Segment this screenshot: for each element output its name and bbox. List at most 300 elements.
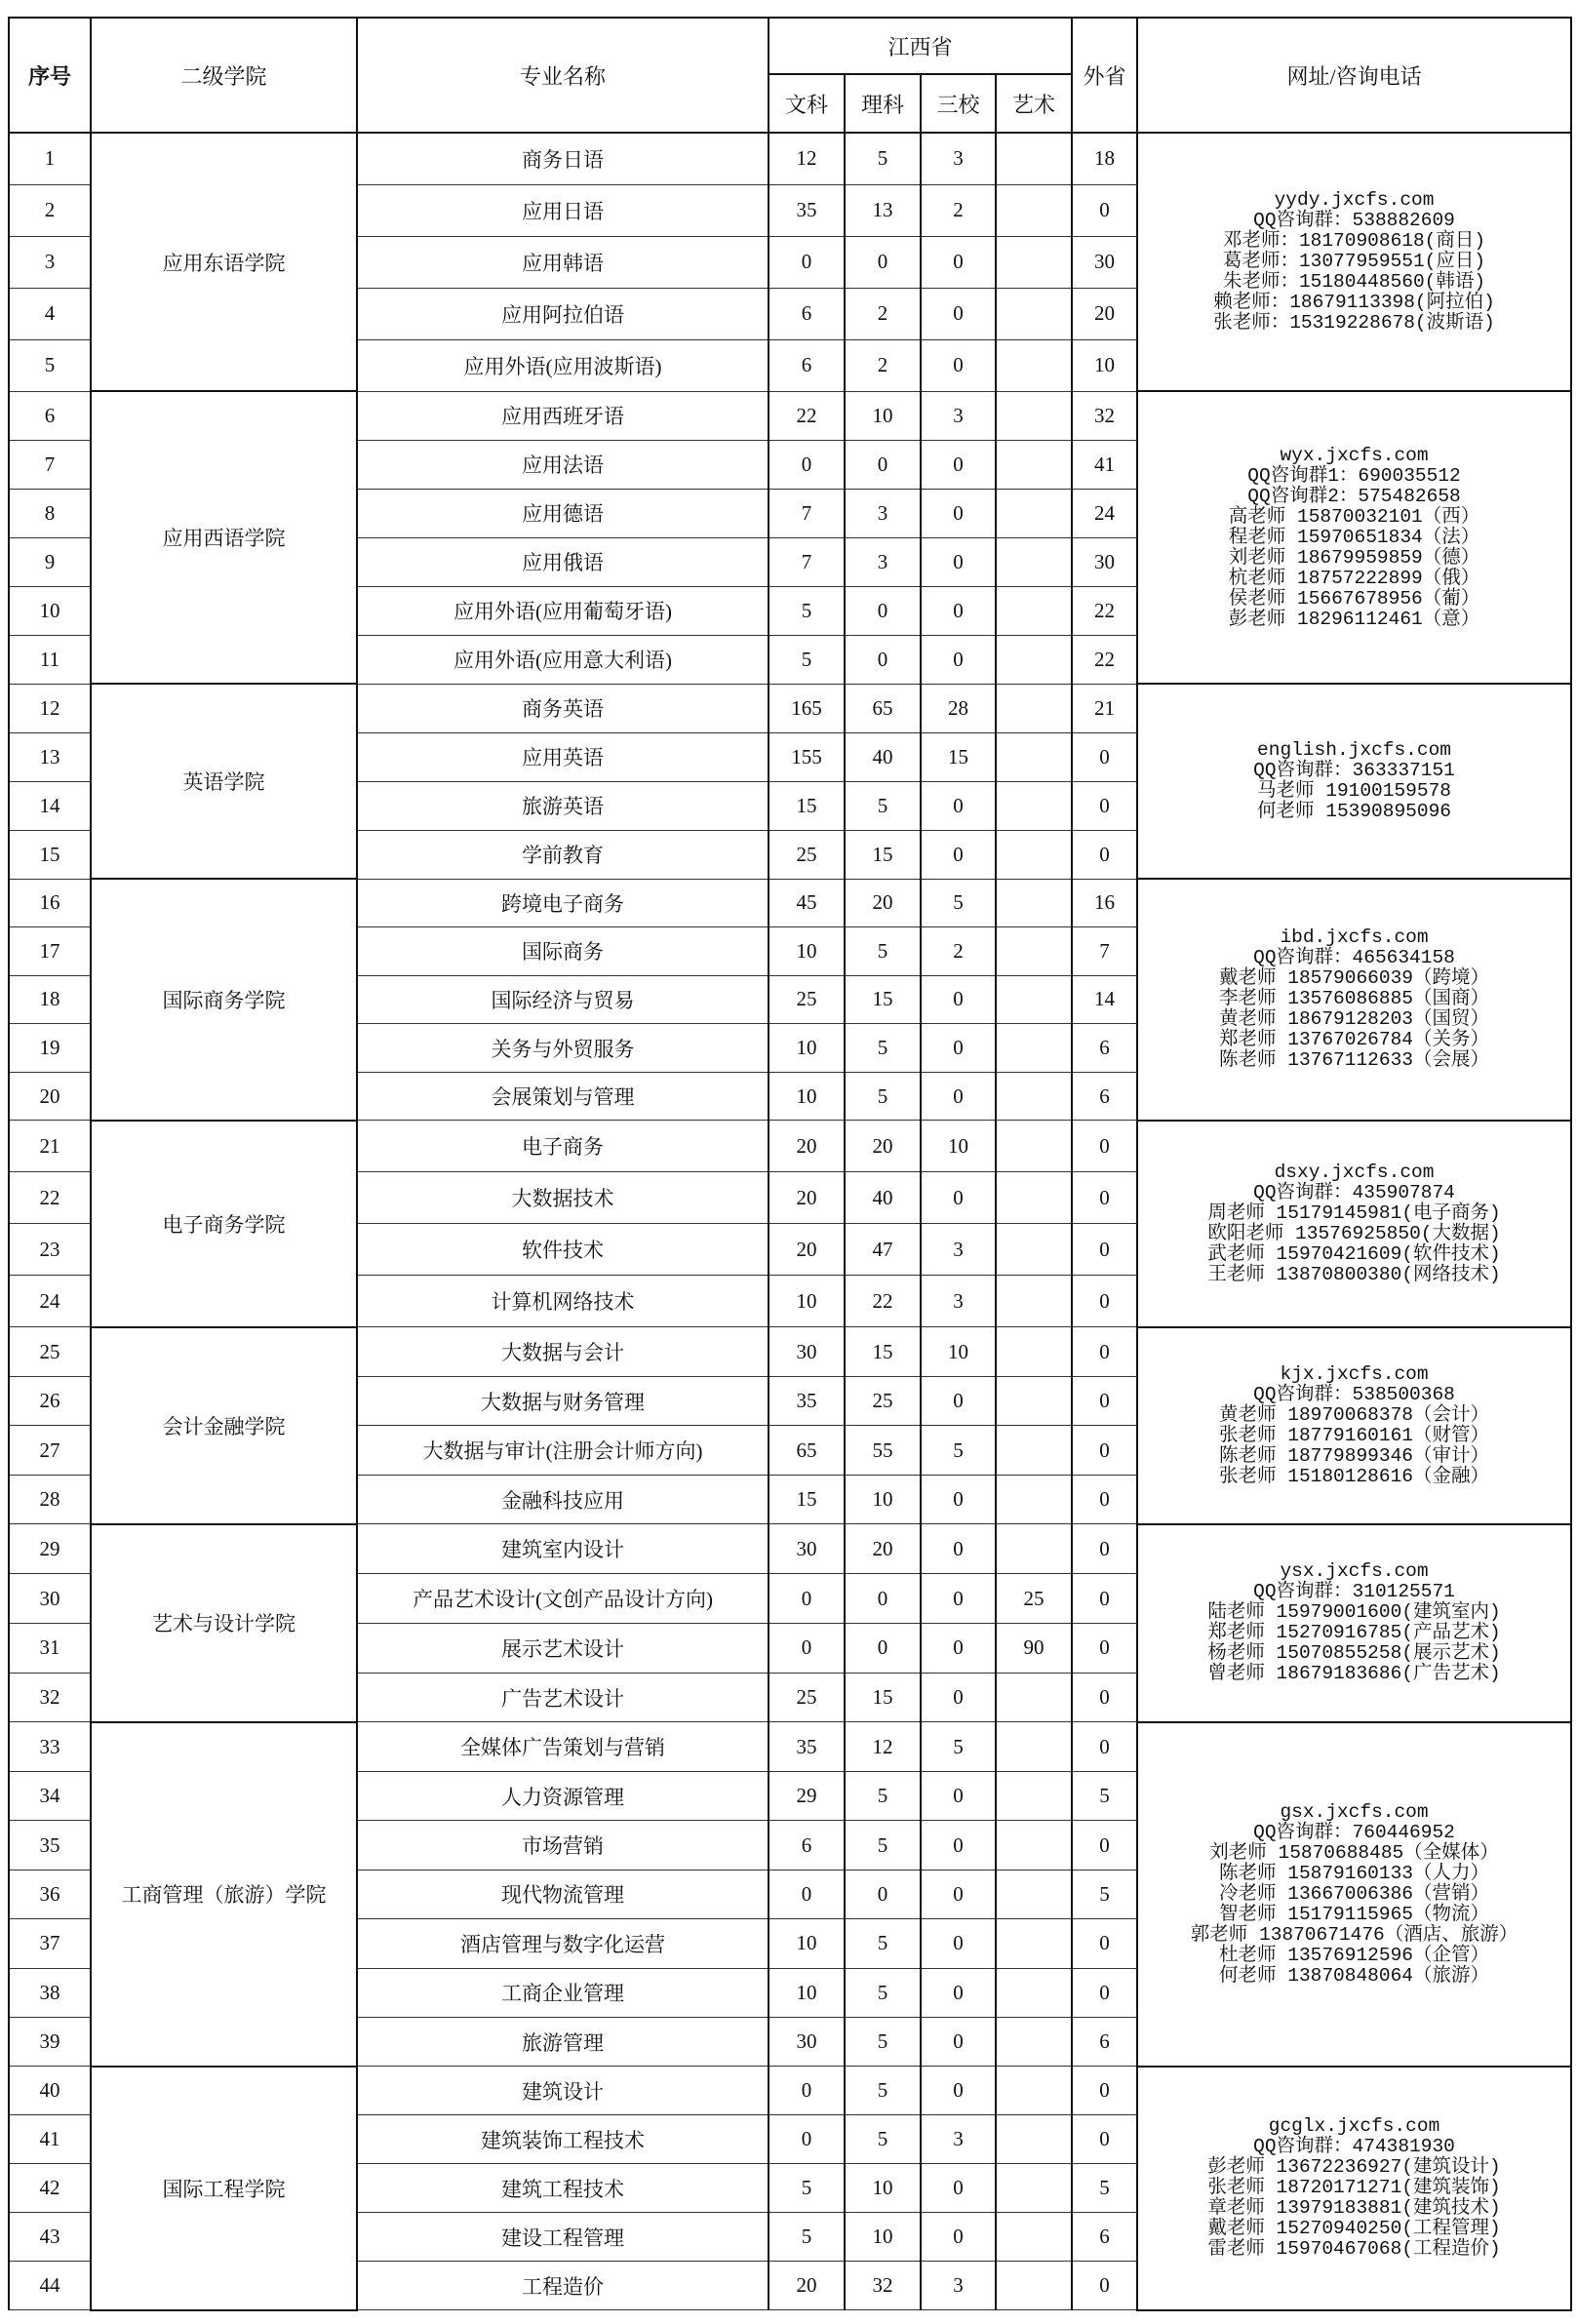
contact-line: 郑老师 13767026784（关务） — [1219, 1029, 1489, 1051]
major-cell: 应用俄语 — [357, 537, 769, 586]
contact-line: 侯老师 15667678956（葡） — [1228, 587, 1480, 610]
header-seq: 序号 — [9, 18, 91, 133]
sanxiao-cell: 0 — [921, 781, 996, 830]
table-row — [9, 1524, 1571, 1574]
wenke-cell: 65 — [769, 1426, 845, 1476]
like-cell: 5 — [845, 133, 921, 184]
contact-line: 戴老师 18579066039（跨境） — [1219, 967, 1489, 990]
wenke-cell: 45 — [769, 879, 845, 927]
yishu-cell — [996, 391, 1072, 440]
wenke-cell: 20 — [769, 1172, 845, 1224]
yishu-cell — [996, 1919, 1072, 1968]
yishu-cell — [996, 1121, 1072, 1172]
yishu-cell — [996, 1224, 1072, 1276]
sanxiao-cell: 0 — [921, 489, 996, 537]
wenke-cell: 29 — [769, 1771, 845, 1820]
waisheng-cell: 0 — [1072, 2115, 1137, 2164]
major-cell: 学前教育 — [357, 830, 769, 879]
sanxiao-cell: 0 — [921, 537, 996, 586]
contact-line: QQ咨询群：435907874 — [1253, 1181, 1455, 1203]
contact-line: 王老师 13870800380(网络技术) — [1207, 1263, 1501, 1285]
contact-cell — [1137, 879, 1571, 1121]
contact-line: 周老师 15179145981(电子商务) — [1207, 1201, 1501, 1224]
contact-line: QQ咨询群：760446952 — [1253, 1821, 1455, 1843]
major-cell: 应用德语 — [357, 489, 769, 537]
major-cell: 旅游英语 — [357, 781, 769, 830]
like-cell: 5 — [845, 2115, 921, 2164]
yishu-cell — [996, 1072, 1072, 1121]
seq-cell: 19 — [9, 1024, 91, 1073]
seq-cell: 15 — [9, 830, 91, 879]
seq-cell: 31 — [9, 1623, 91, 1673]
yishu-cell — [996, 288, 1072, 339]
waisheng-cell: 0 — [1072, 1426, 1137, 1476]
table-row — [9, 1722, 1571, 1771]
contact-line: 陈老师 18779899346（审计） — [1219, 1444, 1489, 1467]
contact-cell — [1137, 133, 1571, 391]
seq-cell: 10 — [9, 586, 91, 635]
yishu-cell — [996, 339, 1072, 391]
contact-line: 戴老师 15270940250(工程管理) — [1207, 2218, 1501, 2240]
major-cell: 商务日语 — [357, 133, 769, 184]
seq-cell: 8 — [9, 489, 91, 537]
sanxiao-cell: 0 — [921, 1574, 996, 1624]
contact-line: QQ咨询群2：575482658 — [1247, 485, 1461, 507]
waisheng-cell: 0 — [1072, 1919, 1137, 1968]
like-cell: 0 — [845, 1623, 921, 1673]
like-cell: 0 — [845, 440, 921, 489]
sanxiao-cell: 0 — [921, 2067, 996, 2115]
sanxiao-cell: 0 — [921, 339, 996, 391]
major-cell: 展示艺术设计 — [357, 1623, 769, 1673]
major-cell: 电子商务 — [357, 1121, 769, 1172]
seq-cell: 40 — [9, 2067, 91, 2115]
sanxiao-cell: 10 — [921, 1327, 996, 1377]
yishu-cell — [996, 975, 1072, 1024]
contact-line: 黄老师 18679128203（国贸） — [1219, 1008, 1489, 1031]
header-wenke: 文科 — [769, 74, 845, 133]
wenke-cell: 30 — [769, 1327, 845, 1377]
sanxiao-cell: 3 — [921, 2262, 996, 2310]
contact-line: 郑老师 15270916785(产品艺术) — [1207, 1622, 1501, 1644]
contact-line: 张老师 15180128616（金融） — [1219, 1465, 1489, 1487]
waisheng-cell: 0 — [1072, 1121, 1137, 1172]
yishu-cell — [996, 2067, 1072, 2115]
seq-cell: 14 — [9, 781, 91, 830]
like-cell: 15 — [845, 1327, 921, 1377]
seq-cell: 21 — [9, 1121, 91, 1172]
contact-line: 马老师 19100159578 — [1257, 780, 1451, 802]
waisheng-cell: 5 — [1072, 2164, 1137, 2213]
wenke-cell: 20 — [769, 1224, 845, 1276]
major-cell: 商务英语 — [357, 684, 769, 732]
major-cell: 软件技术 — [357, 1224, 769, 1276]
yishu-cell — [996, 1722, 1072, 1771]
contact-line: 曾老师 18679183686(广告艺术) — [1207, 1663, 1501, 1685]
contact-line: 杭老师 18757222899（俄） — [1228, 567, 1480, 589]
waisheng-cell: 0 — [1072, 1524, 1137, 1574]
major-cell: 产品艺术设计(文创产品设计方向) — [357, 1574, 769, 1624]
sanxiao-cell: 0 — [921, 440, 996, 489]
waisheng-cell: 0 — [1072, 1722, 1137, 1771]
like-cell: 10 — [845, 2164, 921, 2213]
seq-cell: 4 — [9, 288, 91, 339]
enrollment-plan-table — [8, 17, 1572, 2311]
college-cell: 国际工程学院 — [91, 2067, 357, 2310]
sanxiao-cell: 28 — [921, 684, 996, 732]
like-cell: 0 — [845, 1870, 921, 1918]
major-cell: 大数据与会计 — [357, 1327, 769, 1377]
seq-cell: 37 — [9, 1919, 91, 1968]
contact-line: 张老师：15319228678(波斯语) — [1213, 312, 1495, 334]
contact-line: 赖老师：18679113398(阿拉伯) — [1213, 292, 1495, 313]
waisheng-cell: 0 — [1072, 2262, 1137, 2310]
seq-cell: 28 — [9, 1475, 91, 1524]
yishu-cell — [996, 586, 1072, 635]
waisheng-cell: 30 — [1072, 236, 1137, 288]
yishu-cell — [996, 1771, 1072, 1820]
contact-line: QQ咨询群：465634158 — [1253, 947, 1455, 969]
contact-line: 章老师 13979183881(建筑技术) — [1207, 2197, 1501, 2220]
contact-line: 朱老师：15180448560(韩语) — [1222, 271, 1486, 293]
seq-cell: 43 — [9, 2213, 91, 2262]
contact-cell — [1137, 2067, 1571, 2310]
sanxiao-cell: 15 — [921, 732, 996, 781]
like-cell: 5 — [845, 1968, 921, 2017]
college-cell: 电子商务学院 — [91, 1121, 357, 1327]
like-cell: 5 — [845, 927, 921, 976]
waisheng-cell: 20 — [1072, 288, 1137, 339]
wenke-cell: 20 — [769, 2262, 845, 2310]
contact-line: 陆老师 15979001600(建筑室内) — [1207, 1601, 1501, 1624]
waisheng-cell: 41 — [1072, 440, 1137, 489]
like-cell: 20 — [845, 879, 921, 927]
like-cell: 25 — [845, 1376, 921, 1426]
waisheng-cell: 0 — [1072, 1376, 1137, 1426]
website-link[interactable]: wyx.jxcfs.com — [1280, 444, 1429, 466]
wenke-cell: 35 — [769, 184, 845, 236]
like-cell: 10 — [845, 391, 921, 440]
major-cell: 会展策划与管理 — [357, 1072, 769, 1121]
wenke-cell: 30 — [769, 1524, 845, 1574]
contact-line: 黄老师 18970068378（会计） — [1219, 1403, 1489, 1426]
yishu-cell — [996, 781, 1072, 830]
waisheng-cell: 18 — [1072, 133, 1137, 184]
yishu-cell — [996, 732, 1072, 781]
contact-line: 邓老师：18170908618(商日) — [1222, 230, 1486, 252]
wenke-cell: 0 — [769, 1870, 845, 1918]
contact-line: 杜老师 13576912596（企管） — [1219, 1944, 1489, 1966]
waisheng-cell: 0 — [1072, 1968, 1137, 2017]
yishu-cell — [996, 1524, 1072, 1574]
website-link[interactable]: english.jxcfs.com — [1257, 739, 1451, 761]
waisheng-cell: 0 — [1072, 1475, 1137, 1524]
wenke-cell: 25 — [769, 1673, 845, 1722]
major-cell: 工程造价 — [357, 2262, 769, 2310]
yishu-cell — [996, 1172, 1072, 1224]
like-cell: 32 — [845, 2262, 921, 2310]
seq-cell: 16 — [9, 879, 91, 927]
yishu-cell — [996, 1024, 1072, 1073]
website-link[interactable]: dsxy.jxcfs.com — [1274, 1161, 1435, 1183]
sanxiao-cell: 0 — [921, 1673, 996, 1722]
like-cell: 10 — [845, 2213, 921, 2262]
waisheng-cell: 0 — [1072, 184, 1137, 236]
seq-cell: 2 — [9, 184, 91, 236]
seq-cell: 34 — [9, 1771, 91, 1820]
like-cell: 40 — [845, 732, 921, 781]
seq-cell: 1 — [9, 133, 91, 184]
major-cell: 广告艺术设计 — [357, 1673, 769, 1722]
wenke-cell: 30 — [769, 2018, 845, 2067]
sanxiao-cell: 5 — [921, 1722, 996, 1771]
waisheng-cell: 30 — [1072, 537, 1137, 586]
wenke-cell: 5 — [769, 2164, 845, 2213]
table-row — [9, 1121, 1571, 1172]
major-cell: 应用外语(应用波斯语) — [357, 339, 769, 391]
table-row — [9, 391, 1571, 440]
contact-line: 何老师 15390895096 — [1257, 801, 1451, 822]
sanxiao-cell: 0 — [921, 236, 996, 288]
contact-line: 张老师 18779160161（财管） — [1219, 1424, 1489, 1446]
seq-cell: 32 — [9, 1673, 91, 1722]
like-cell: 20 — [845, 1121, 921, 1172]
yishu-cell — [996, 2213, 1072, 2262]
wenke-cell: 12 — [769, 133, 845, 184]
seq-cell: 11 — [9, 635, 91, 684]
college-cell: 英语学院 — [91, 684, 357, 879]
wenke-cell: 6 — [769, 288, 845, 339]
seq-cell: 6 — [9, 391, 91, 440]
waisheng-cell: 22 — [1072, 635, 1137, 684]
website-link[interactable]: ysx.jxcfs.com — [1280, 1560, 1429, 1583]
website-link[interactable]: ibd.jxcfs.com — [1280, 926, 1429, 949]
sanxiao-cell: 3 — [921, 391, 996, 440]
sanxiao-cell: 0 — [921, 975, 996, 1024]
wenke-cell: 15 — [769, 781, 845, 830]
contact-line: QQ咨询群：474381930 — [1253, 2136, 1455, 2158]
seq-cell: 17 — [9, 927, 91, 976]
college-cell: 会计金融学院 — [91, 1327, 357, 1524]
waisheng-cell: 5 — [1072, 1870, 1137, 1918]
wenke-cell: 7 — [769, 489, 845, 537]
contact-line: 欧阳老师 13576925850(大数据) — [1207, 1222, 1501, 1244]
like-cell: 20 — [845, 1524, 921, 1574]
major-cell: 跨境电子商务 — [357, 879, 769, 927]
major-cell: 金融科技应用 — [357, 1475, 769, 1524]
seq-cell: 44 — [9, 2262, 91, 2310]
website-link[interactable]: yydy.jxcfs.com — [1274, 189, 1435, 211]
major-cell: 人力资源管理 — [357, 1771, 769, 1820]
waisheng-cell: 22 — [1072, 586, 1137, 635]
major-cell: 现代物流管理 — [357, 1870, 769, 1918]
yishu-cell — [996, 1376, 1072, 1426]
contact-cell — [1137, 1121, 1571, 1327]
waisheng-cell: 0 — [1072, 830, 1137, 879]
like-cell: 65 — [845, 684, 921, 732]
like-cell: 5 — [845, 1919, 921, 1968]
major-cell: 应用阿拉伯语 — [357, 288, 769, 339]
waisheng-cell: 0 — [1072, 1327, 1137, 1377]
seq-cell: 20 — [9, 1072, 91, 1121]
sanxiao-cell: 2 — [921, 184, 996, 236]
like-cell: 0 — [845, 1574, 921, 1624]
wenke-cell: 10 — [769, 1968, 845, 2017]
wenke-cell: 5 — [769, 586, 845, 635]
major-cell: 应用外语(应用葡萄牙语) — [357, 586, 769, 635]
yishu-cell — [996, 2164, 1072, 2213]
seq-cell: 36 — [9, 1870, 91, 1918]
like-cell: 2 — [845, 288, 921, 339]
major-cell: 国际经济与贸易 — [357, 975, 769, 1024]
major-cell: 建筑装饰工程技术 — [357, 2115, 769, 2164]
like-cell: 5 — [845, 1072, 921, 1121]
sanxiao-cell: 0 — [921, 2164, 996, 2213]
sanxiao-cell: 3 — [921, 1276, 996, 1327]
waisheng-cell: 0 — [1072, 1276, 1137, 1327]
contact-line: 张老师 18720171271(建筑装饰) — [1207, 2177, 1501, 2199]
major-cell: 旅游管理 — [357, 2018, 769, 2067]
wenke-cell: 5 — [769, 2213, 845, 2262]
major-cell: 建筑工程技术 — [357, 2164, 769, 2213]
like-cell: 3 — [845, 489, 921, 537]
waisheng-cell: 0 — [1072, 1172, 1137, 1224]
contact-line: 陈老师 15879160133（人力） — [1219, 1862, 1489, 1884]
yishu-cell — [996, 635, 1072, 684]
website-link[interactable]: gcglx.jxcfs.com — [1268, 2115, 1440, 2138]
like-cell: 5 — [845, 2018, 921, 2067]
website-link[interactable]: gsx.jxcfs.com — [1280, 1800, 1429, 1823]
seq-cell: 27 — [9, 1426, 91, 1476]
yishu-cell — [996, 489, 1072, 537]
like-cell: 47 — [845, 1224, 921, 1276]
contact-line: 程老师 15970651834（法） — [1228, 526, 1480, 548]
table-body — [9, 133, 1571, 2310]
table-row — [9, 133, 1571, 184]
wenke-cell: 10 — [769, 1276, 845, 1327]
wenke-cell: 35 — [769, 1376, 845, 1426]
like-cell: 5 — [845, 1771, 921, 1820]
contact-line: 杨老师 15070855258(展示艺术) — [1207, 1642, 1501, 1665]
contact-cell — [1137, 391, 1571, 684]
waisheng-cell: 0 — [1072, 1623, 1137, 1673]
seq-cell: 26 — [9, 1376, 91, 1426]
wenke-cell: 0 — [769, 440, 845, 489]
sanxiao-cell: 5 — [921, 879, 996, 927]
sanxiao-cell: 0 — [921, 1376, 996, 1426]
major-cell: 关务与外贸服务 — [357, 1024, 769, 1073]
waisheng-cell: 0 — [1072, 1821, 1137, 1870]
seq-cell: 30 — [9, 1574, 91, 1624]
header-contact: 网址/咨询电话 — [1137, 18, 1571, 133]
contact-line: QQ咨询群：363337151 — [1253, 760, 1455, 781]
header-jiangxi: 江西省 — [769, 18, 1072, 74]
sanxiao-cell: 0 — [921, 2018, 996, 2067]
seq-cell: 22 — [9, 1172, 91, 1224]
wenke-cell: 20 — [769, 1121, 845, 1172]
waisheng-cell: 6 — [1072, 2018, 1137, 2067]
wenke-cell: 35 — [769, 1722, 845, 1771]
major-cell: 大数据与财务管理 — [357, 1376, 769, 1426]
yishu-cell: 25 — [996, 1574, 1072, 1624]
yishu-cell — [996, 1327, 1072, 1377]
major-cell: 工商企业管理 — [357, 1968, 769, 2017]
header-yishu: 艺术 — [996, 74, 1072, 133]
sanxiao-cell: 0 — [921, 830, 996, 879]
seq-cell: 41 — [9, 2115, 91, 2164]
wenke-cell: 25 — [769, 975, 845, 1024]
wenke-cell: 10 — [769, 1919, 845, 1968]
like-cell: 5 — [845, 1024, 921, 1073]
like-cell: 40 — [845, 1172, 921, 1224]
sanxiao-cell: 3 — [921, 133, 996, 184]
major-cell: 市场营销 — [357, 1821, 769, 1870]
seq-cell: 12 — [9, 684, 91, 732]
college-cell: 应用东语学院 — [91, 133, 357, 391]
table-row — [9, 2067, 1571, 2115]
yishu-cell — [996, 133, 1072, 184]
yishu-cell — [996, 236, 1072, 288]
like-cell: 55 — [845, 1426, 921, 1476]
yishu-cell — [996, 1870, 1072, 1918]
wenke-cell: 15 — [769, 1475, 845, 1524]
yishu-cell — [996, 1821, 1072, 1870]
major-cell: 计算机网络技术 — [357, 1276, 769, 1327]
waisheng-cell: 6 — [1072, 2213, 1137, 2262]
major-cell: 国际商务 — [357, 927, 769, 976]
sanxiao-cell: 0 — [921, 1524, 996, 1574]
contact-line: 雷老师 15970467068(工程造价) — [1207, 2238, 1501, 2261]
waisheng-cell: 0 — [1072, 1224, 1137, 1276]
sanxiao-cell: 0 — [921, 1072, 996, 1121]
sanxiao-cell: 0 — [921, 288, 996, 339]
like-cell: 3 — [845, 537, 921, 586]
seq-cell: 3 — [9, 236, 91, 288]
major-cell: 建筑设计 — [357, 2067, 769, 2115]
website-link[interactable]: kjx.jxcfs.com — [1280, 1362, 1429, 1385]
college-cell: 应用西语学院 — [91, 391, 357, 684]
contact-line: QQ咨询群：538882609 — [1253, 210, 1455, 231]
wenke-cell: 7 — [769, 537, 845, 586]
college-cell: 国际商务学院 — [91, 879, 357, 1121]
like-cell: 0 — [845, 635, 921, 684]
major-cell: 大数据技术 — [357, 1172, 769, 1224]
wenke-cell: 10 — [769, 1024, 845, 1073]
like-cell: 13 — [845, 184, 921, 236]
wenke-cell: 0 — [769, 236, 845, 288]
header-sanxiao: 三校 — [921, 74, 996, 133]
waisheng-cell: 0 — [1072, 1673, 1137, 1722]
waisheng-cell: 16 — [1072, 879, 1137, 927]
seq-cell: 24 — [9, 1276, 91, 1327]
wenke-cell: 0 — [769, 2115, 845, 2164]
contact-line: 智老师 15179115965（物流） — [1219, 1903, 1489, 1925]
contact-line: QQ咨询群：310125571 — [1253, 1581, 1455, 1603]
sanxiao-cell: 0 — [921, 1919, 996, 1968]
seq-cell: 13 — [9, 732, 91, 781]
seq-cell: 33 — [9, 1722, 91, 1771]
contact-line: 刘老师 15870688485（全媒体） — [1209, 1841, 1499, 1864]
like-cell: 0 — [845, 586, 921, 635]
sanxiao-cell: 3 — [921, 2115, 996, 2164]
like-cell: 15 — [845, 975, 921, 1024]
waisheng-cell: 24 — [1072, 489, 1137, 537]
yishu-cell — [996, 879, 1072, 927]
major-cell: 全媒体广告策划与营销 — [357, 1722, 769, 1771]
seq-cell: 9 — [9, 537, 91, 586]
sanxiao-cell: 0 — [921, 1172, 996, 1224]
yishu-cell — [996, 684, 1072, 732]
